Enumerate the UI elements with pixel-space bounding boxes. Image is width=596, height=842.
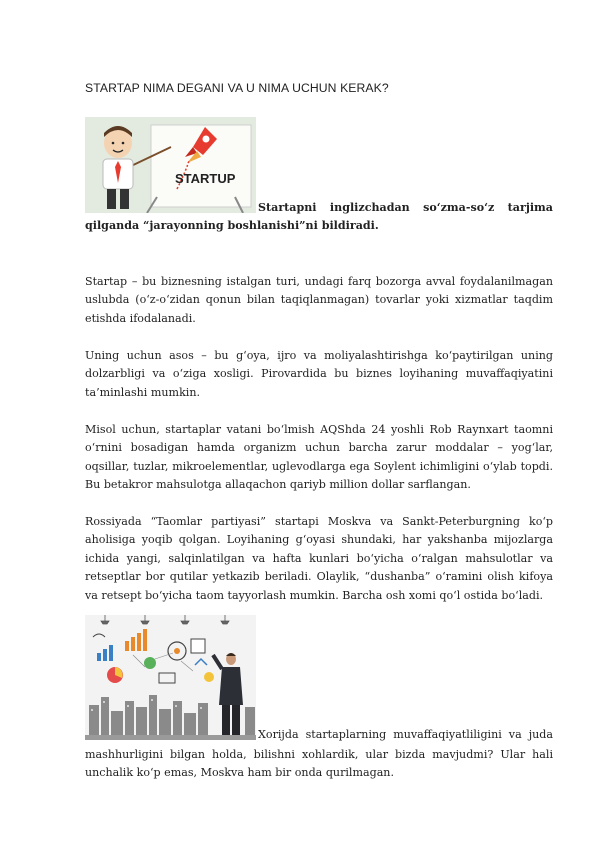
figure1-caption-line1: Startapni inglizchadan so‘zma-so‘z tarjima bbox=[258, 201, 553, 214]
paragraph-4: Rossiyada “Taomlar partiyasi” startapi Moskva va Sankt-Peterburgning ko‘p aholisiga yoqib qolgan. Loyihaning g‘oyasi shundaki, har yakshanba mijozlarga ichida yangi, salqinlatilgan va hafta kunlari bo‘yicha o‘ralgan mahsulotlar va retseptlar bor qutilar yetkazib beriladi. Olaylik, “dushanba” o‘ramini olish kifoya va retsept bo‘yicha taom tayyorlash mumkin. Barcha osh xomi qo‘l ostida bo‘ladi. bbox=[85, 515, 553, 602]
startup-presentation-image bbox=[85, 117, 256, 213]
paragraph-1: Startap – bu biznesning istalgan turi, undagi farq bozorga avval foydalanilmagan uslubda (o‘z-o‘zidan qonun bilan taqiqlanmagan) tovarlar yoki xizmatlar taqdim etishda ifodalanadi. bbox=[85, 275, 553, 325]
startup-sign-text: STARTUP bbox=[175, 171, 236, 186]
figure1-caption-line2: qilganda “jarayonning boshlanishi”ni bildiradi. bbox=[85, 219, 379, 232]
figure2-caption-line1: Xorijda startaplarning muvaffaqiyatliligini va juda bbox=[258, 728, 553, 741]
paragraph-2: Uning uchun asos – bu g‘oya, ijro va moliyalashtirishga ko‘paytirilgan uning dolzarbligi va o‘ziga xosligi. Pirovardida bu biznes loyihaning muvaffaqiyatini ta’minlashi mumkin. bbox=[85, 349, 553, 399]
paragraph-3: Misol uchun, startaplar vatani bo‘lmish AQShda 24 yoshli Rob Raynxart taomni o‘rnini bosadigan hamda organizm uchun barcha zarur moddalar – yog‘lar, oqsillar, tuzlar, mikroelementlar, uglevodlarga ega Soylent ichimligini o‘ylab topdi. Bu betakror mahsulotga allaqachon qariyb million dollar sarflangan. bbox=[85, 423, 553, 492]
businessman-ideas-image bbox=[85, 615, 256, 740]
figure2-caption-rest: mashhurligini bilgan holda, bilishni xohlardik, ular bizda mavjudmi? Ular hali unchalik ko‘p emas, Moskva ham bir onda qurilmagan. bbox=[85, 748, 553, 780]
page-title: STARTAP NIMA DEGANI VA U NIMA UCHUN KERAK? bbox=[85, 81, 389, 95]
